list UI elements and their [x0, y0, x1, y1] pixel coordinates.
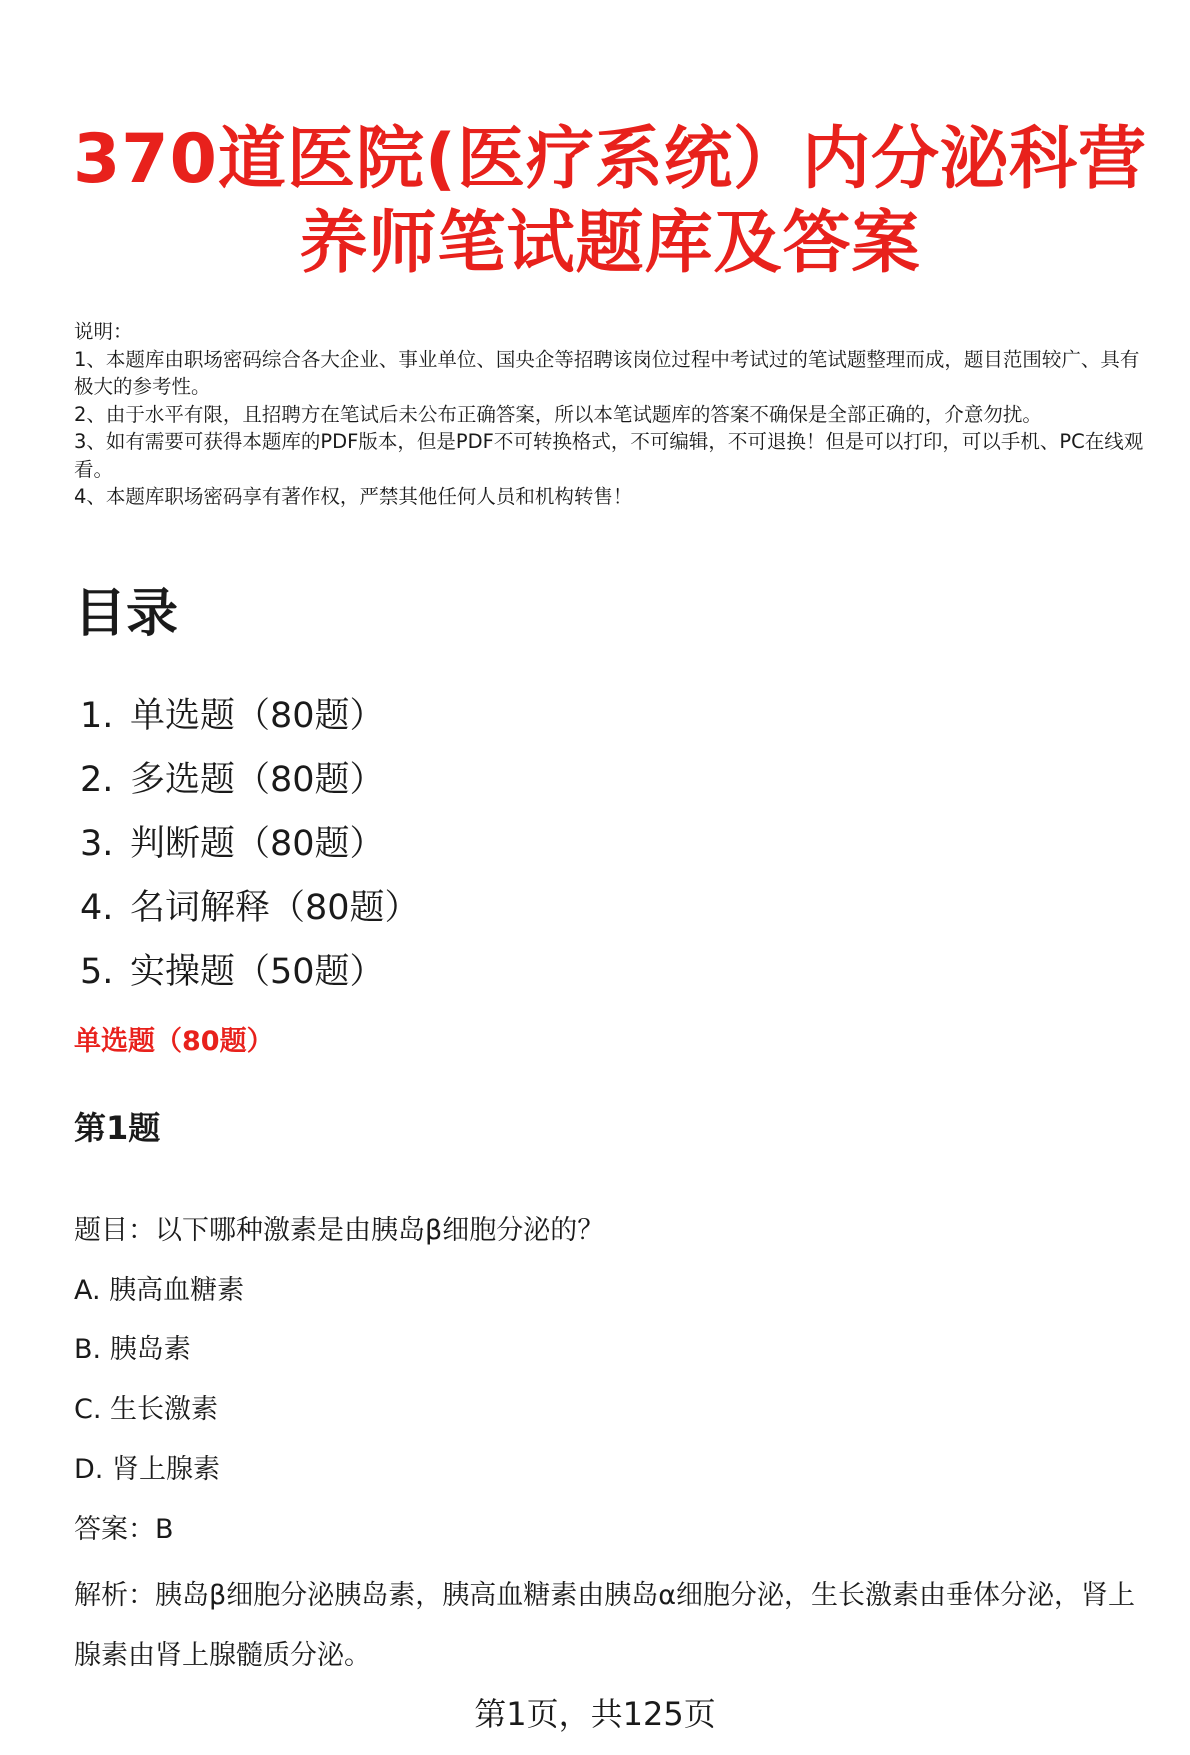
toc-item[interactable] [80, 748, 420, 812]
answer: 答案：B [74, 1514, 174, 1545]
section-title: 单选题（80题） [74, 1026, 274, 1057]
question-number: 第1题 [74, 1109, 161, 1147]
toc-heading: 目录 [74, 584, 179, 644]
toc-item-label: 单选题（80题） [130, 696, 385, 736]
toc-item-label: 判断题（80题） [130, 824, 385, 864]
table-of-contents [80, 684, 420, 1004]
toc-item[interactable] [80, 684, 420, 748]
toc-item-label: 名词解释（80题） [130, 888, 420, 928]
toc-item-label: 多选题（80题） [130, 760, 385, 800]
toc-item-number: 2. [80, 760, 114, 800]
note-item: 4、本题库职场密码享有著作权，严禁其他任何人员和机构转售！ [74, 485, 633, 508]
note-item: 3、如有需要可获得本题库的PDF版本，但是PDF不可转换格式，不可编辑，不可退换！但是可以打印，可以手机、PC在线观看。 [74, 430, 1144, 481]
option-a: A. 胰高血糖素 [74, 1275, 245, 1306]
toc-item-label: 实操题（50题） [130, 952, 385, 992]
question-stem: 题目：以下哪种激素是由胰岛β细胞分泌的？ [74, 1215, 605, 1246]
option-d: D. 肾上腺素 [74, 1454, 220, 1485]
notes-heading: 说明： [74, 320, 133, 343]
toc-item-number: 4. [80, 888, 114, 928]
toc-item[interactable] [80, 812, 420, 876]
document-title: 370道医院(医疗系统）内分泌科营养师笔试题库及答案 [72, 120, 1148, 283]
toc-item-number: 1. [80, 696, 114, 736]
note-item: 2、由于水平有限，且招聘方在笔试后未公布正确答案，所以本笔试题库的答案不确保是全部正确的，介意勿扰。 [74, 402, 1042, 426]
option-c: C. 生长激素 [74, 1394, 219, 1425]
toc-item[interactable] [80, 940, 420, 1004]
analysis: 解析：胰岛β细胞分泌胰岛素，胰高血糖素由胰岛α细胞分泌，生长激素由垂体分泌，肾上腺素由肾上腺髓质分泌。 [74, 1580, 1136, 1671]
toc-item-number: 3. [80, 824, 114, 864]
note-item: 1、本题库由职场密码综合各大企业、事业单位、国央企等招聘该岗位过程中考试过的笔试题整理而成，题目范围较广、具有极大的参考性。 [74, 347, 1140, 398]
option-b: B. 胰岛素 [74, 1334, 191, 1365]
notes-block [74, 318, 1154, 511]
page-footer: 第1页，共125页 [474, 1695, 716, 1733]
toc-item-number: 5. [80, 952, 114, 992]
toc-item[interactable] [80, 876, 420, 940]
